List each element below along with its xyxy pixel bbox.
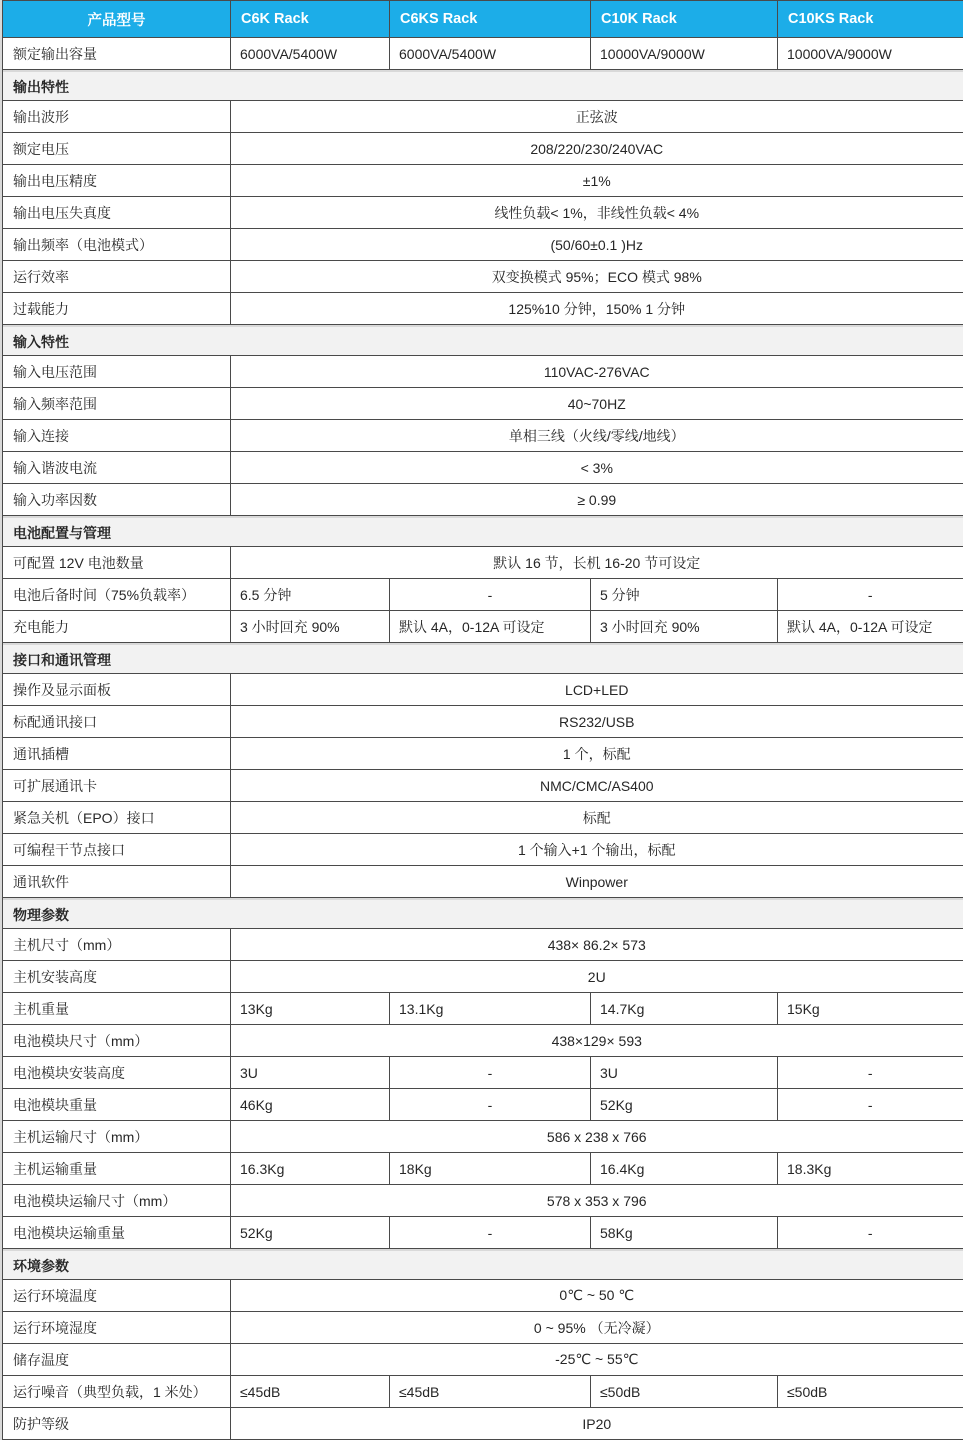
row-label: 输出电压失真度 [3,197,231,229]
row-label: 电池后备时间（75%负载率） [3,579,231,611]
row-value: 586 x 238 x 766 [231,1121,963,1153]
row-value: 3U [231,1057,390,1089]
row-value: ≤45dB [390,1376,591,1408]
row-label: 输出电压精度 [3,165,231,197]
row-value: 默认 4A，0-12A 可设定 [390,611,591,643]
row-label: 可编程干节点接口 [3,834,231,866]
spec-row [3,197,963,229]
section-row [3,325,963,356]
row-label: 可配置 12V 电池数量 [3,547,231,579]
section-row [3,1249,963,1280]
row-label: 输入功率因数 [3,484,231,516]
section-header: 接口和通讯管理 [3,643,963,674]
row-value: 3 小时回充 90% [231,611,390,643]
row-value: (50/60±0.1 )Hz [231,229,963,261]
row-value: 110VAC-276VAC [231,356,963,388]
row-value: 10000VA/9000W [591,38,778,70]
row-label: 充电能力 [3,611,231,643]
row-value: RS232/USB [231,706,963,738]
row-value: 2U [231,961,963,993]
header-row [3,1,963,38]
spec-row [3,452,963,484]
row-value: 46Kg [231,1089,390,1121]
spec-row [3,1217,963,1249]
header-model-c6k: C6K Rack [231,1,390,38]
row-label: 紧急关机（EPO）接口 [3,802,231,834]
row-value: 40~70HZ [231,388,963,420]
row-label: 运行环境温度 [3,1280,231,1312]
row-value: 单相三线（火线/零线/地线） [231,420,963,452]
row-label: 运行环境湿度 [3,1312,231,1344]
row-label: 可扩展通讯卡 [3,770,231,802]
row-value: 0 ~ 95% （无冷凝） [231,1312,963,1344]
spec-row [3,261,963,293]
spec-row [3,738,963,770]
spec-row [3,1408,963,1440]
section-header: 物理参数 [3,898,963,929]
header-model-c10k: C10K Rack [591,1,778,38]
spec-row [3,1344,963,1376]
row-value: ≤45dB [231,1376,390,1408]
section-header: 电池配置与管理 [3,516,963,547]
spec-row [3,1280,963,1312]
spec-row [3,961,963,993]
spec-row [3,101,963,133]
section-row [3,643,963,674]
row-value: 16.3Kg [231,1153,390,1185]
row-value: 52Kg [591,1089,778,1121]
row-value: 线性负载< 1%，非线性负载< 4% [231,197,963,229]
spec-row [3,388,963,420]
row-value: IP20 [231,1408,963,1440]
spec-row [3,133,963,165]
row-value: 52Kg [231,1217,390,1249]
header-model-c6ks: C6KS Rack [390,1,591,38]
row-value: 0℃ ~ 50 ℃ [231,1280,963,1312]
section-header: 输出特性 [3,70,963,101]
spec-row [3,929,963,961]
row-value: 208/220/230/240VAC [231,133,963,165]
spec-row [3,484,963,516]
row-value: LCD+LED [231,674,963,706]
section-row [3,70,963,101]
spec-row [3,1376,963,1408]
row-value: 默认 4A，0-12A 可设定 [778,611,963,643]
spec-row [3,834,963,866]
row-value: 3U [591,1057,778,1089]
spec-row [3,866,963,898]
row-value: - [390,1217,591,1249]
spec-row [3,1121,963,1153]
row-label: 电池模块重量 [3,1089,231,1121]
row-label: 运行噪音（典型负载，1 米处） [3,1376,231,1408]
row-label: 输入谐波电流 [3,452,231,484]
section-header: 环境参数 [3,1249,963,1280]
row-value: 1 个，标配 [231,738,963,770]
row-label: 额定输出容量 [3,38,231,70]
spec-row [3,1025,963,1057]
row-value: 14.7Kg [591,993,778,1025]
row-value: 3 小时回充 90% [591,611,778,643]
spec-row [3,293,963,325]
row-label: 输出频率（电池模式） [3,229,231,261]
row-value: 6000VA/5400W [231,38,390,70]
spec-row [3,993,963,1025]
row-value: 125%10 分钟，150% 1 分钟 [231,293,963,325]
spec-row [3,356,963,388]
row-value: ≤50dB [778,1376,963,1408]
row-value: 正弦波 [231,101,963,133]
row-label: 主机尺寸（mm） [3,929,231,961]
row-label: 操作及显示面板 [3,674,231,706]
row-label: 主机运输尺寸（mm） [3,1121,231,1153]
row-value: 13.1Kg [390,993,591,1025]
row-value: 18Kg [390,1153,591,1185]
row-value: < 3% [231,452,963,484]
row-value: 18.3Kg [778,1153,963,1185]
spec-row [3,547,963,579]
row-value: - [390,1089,591,1121]
spec-row [3,1312,963,1344]
spec-row [3,1185,963,1217]
row-value: -25℃ ~ 55℃ [231,1344,963,1376]
row-label: 通讯插槽 [3,738,231,770]
spec-row [3,38,963,70]
row-label: 输入电压范围 [3,356,231,388]
row-label: 电池模块尺寸（mm） [3,1025,231,1057]
spec-row [3,420,963,452]
row-label: 主机运输重量 [3,1153,231,1185]
row-value: - [778,579,963,611]
spec-row [3,611,963,643]
row-value: 6.5 分钟 [231,579,390,611]
row-value: ≤50dB [591,1376,778,1408]
row-label: 输出波形 [3,101,231,133]
row-value: 6000VA/5400W [390,38,591,70]
row-value: - [390,579,591,611]
spec-row [3,706,963,738]
row-value: 16.4Kg [591,1153,778,1185]
section-header: 输入特性 [3,325,963,356]
row-label: 主机安装高度 [3,961,231,993]
spec-table [2,0,963,1440]
row-value: NMC/CMC/AS400 [231,770,963,802]
spec-row [3,579,963,611]
row-label: 输入连接 [3,420,231,452]
spec-row [3,229,963,261]
row-label: 过载能力 [3,293,231,325]
row-label: 防护等级 [3,1408,231,1440]
section-row [3,898,963,929]
header-product-model: 产品型号 [3,1,231,38]
row-value: 10000VA/9000W [778,38,963,70]
spec-table-body [3,38,963,1440]
row-value: - [778,1217,963,1249]
row-value: 13Kg [231,993,390,1025]
row-value: - [778,1057,963,1089]
row-value: 默认 16 节，长机 16-20 节可设定 [231,547,963,579]
row-label: 电池模块运输重量 [3,1217,231,1249]
row-value: ≥ 0.99 [231,484,963,516]
row-value: - [390,1057,591,1089]
row-value: 438×129× 593 [231,1025,963,1057]
row-value: - [778,1089,963,1121]
spec-row [3,1153,963,1185]
row-label: 电池模块安装高度 [3,1057,231,1089]
row-label: 运行效率 [3,261,231,293]
row-label: 标配通讯接口 [3,706,231,738]
row-label: 电池模块运输尺寸（mm） [3,1185,231,1217]
row-value: 15Kg [778,993,963,1025]
row-value: 5 分钟 [591,579,778,611]
header-model-c10ks: C10KS Rack [778,1,963,38]
row-value: 1 个输入+1 个输出，标配 [231,834,963,866]
row-value: Winpower [231,866,963,898]
row-value: 438× 86.2× 573 [231,929,963,961]
row-label: 额定电压 [3,133,231,165]
row-label: 主机重量 [3,993,231,1025]
spec-row [3,802,963,834]
row-value: 58Kg [591,1217,778,1249]
spec-row [3,674,963,706]
spec-row [3,1057,963,1089]
row-value: ±1% [231,165,963,197]
row-label: 输入频率范围 [3,388,231,420]
row-value: 双变换模式 95%；ECO 模式 98% [231,261,963,293]
row-label: 储存温度 [3,1344,231,1376]
row-value: 标配 [231,802,963,834]
spec-row [3,770,963,802]
spec-row [3,1089,963,1121]
spec-row [3,165,963,197]
row-label: 通讯软件 [3,866,231,898]
row-value: 578 x 353 x 796 [231,1185,963,1217]
section-row [3,516,963,547]
